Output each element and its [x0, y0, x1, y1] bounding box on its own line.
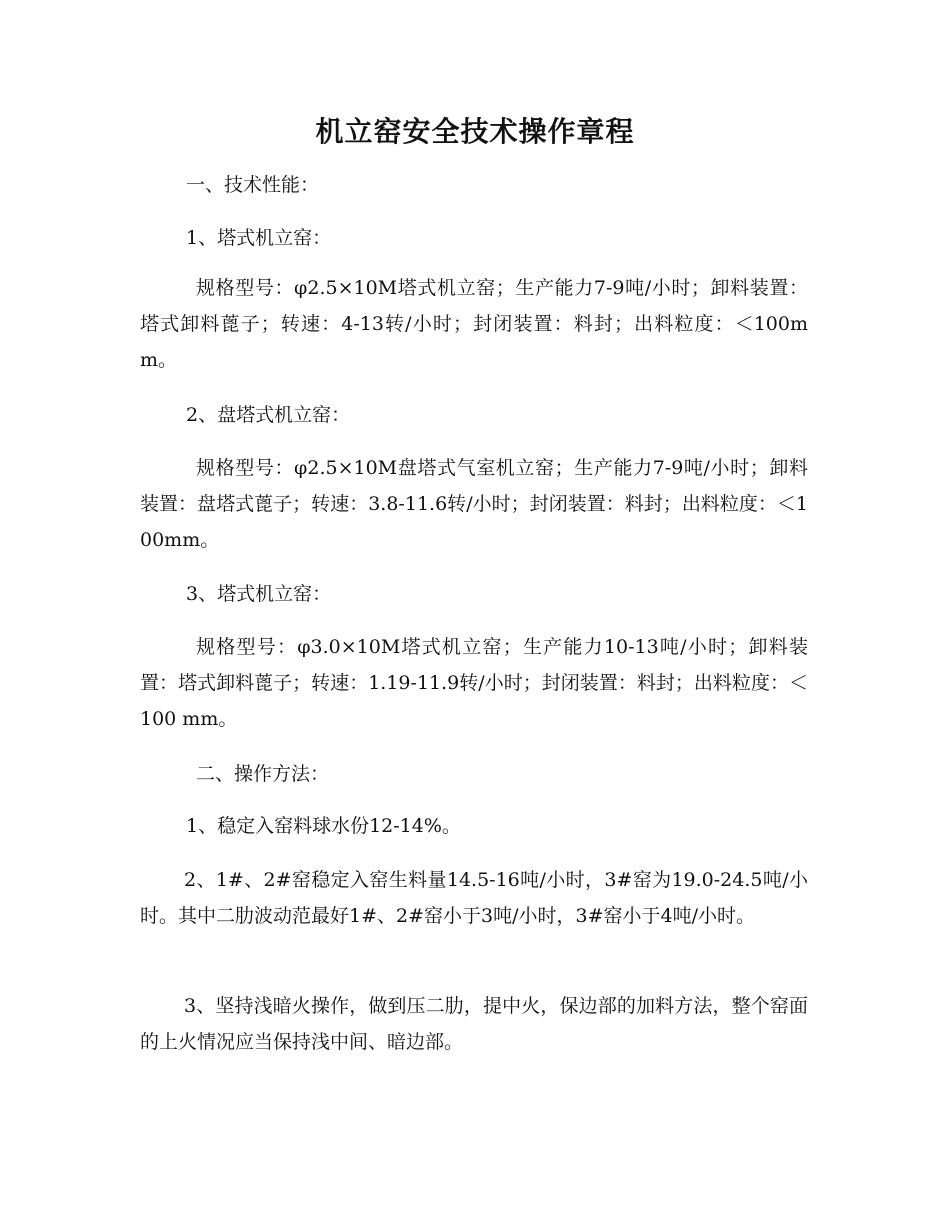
item-heading-tower-kiln-3: 3、塔式机立窑： [186, 583, 332, 605]
section-heading-technical-performance: 一、技术性能： [186, 174, 320, 196]
section-heading-operation-method: 二、操作方法： [196, 763, 330, 785]
item-body-tower-kiln-3: 规格型号：φ3.0×10M塔式机立窑；生产能力10-13吨/小时；卸料装置：塔式卸料蓖子；转速：1.19-11.9转/小时；封闭装置：料封；出料粒度：＜100 mm。 [140, 636, 808, 730]
operation-item-2: 2、1#、2#窑稳定入窑生料量14.5-16吨/小时，3#窑为19.0-24.5吨/小时。其中二肋波动范最好1#、2#窑小于3吨/小时，3#窑小于4吨/小时。 [140, 869, 808, 927]
item-body-disc-tower-kiln: 规格型号：φ2.5×10M盘塔式气室机立窑；生产能力7-9吨/小时；卸料装置：盘塔式蓖子；转速：3.8-11.6转/小时；封闭装置：料封；出料粒度：＜100mm。 [140, 457, 808, 551]
item-body-tower-kiln-1: 规格型号：φ2.5×10M塔式机立窑；生产能力7-9吨/小时；卸料装置：塔式卸料蓖子；转速：4-13转/小时；封闭装置：料封；出料粒度：＜100mm。 [140, 277, 808, 371]
document-title: 机立窑安全技术操作章程 [315, 115, 635, 148]
item-heading-tower-kiln-1: 1、塔式机立窑： [186, 227, 332, 249]
operation-item-3: 3、坚持浅暗火操作，做到压二肋，提中火，保边部的加料方法，整个窑面的上火情况应当保持浅中间、暗边部。 [140, 995, 808, 1053]
item-heading-disc-tower-kiln: 2、盘塔式机立窑： [186, 404, 351, 426]
operation-item-1: 1、稳定入窑料球水份12-14%。 [186, 815, 461, 837]
